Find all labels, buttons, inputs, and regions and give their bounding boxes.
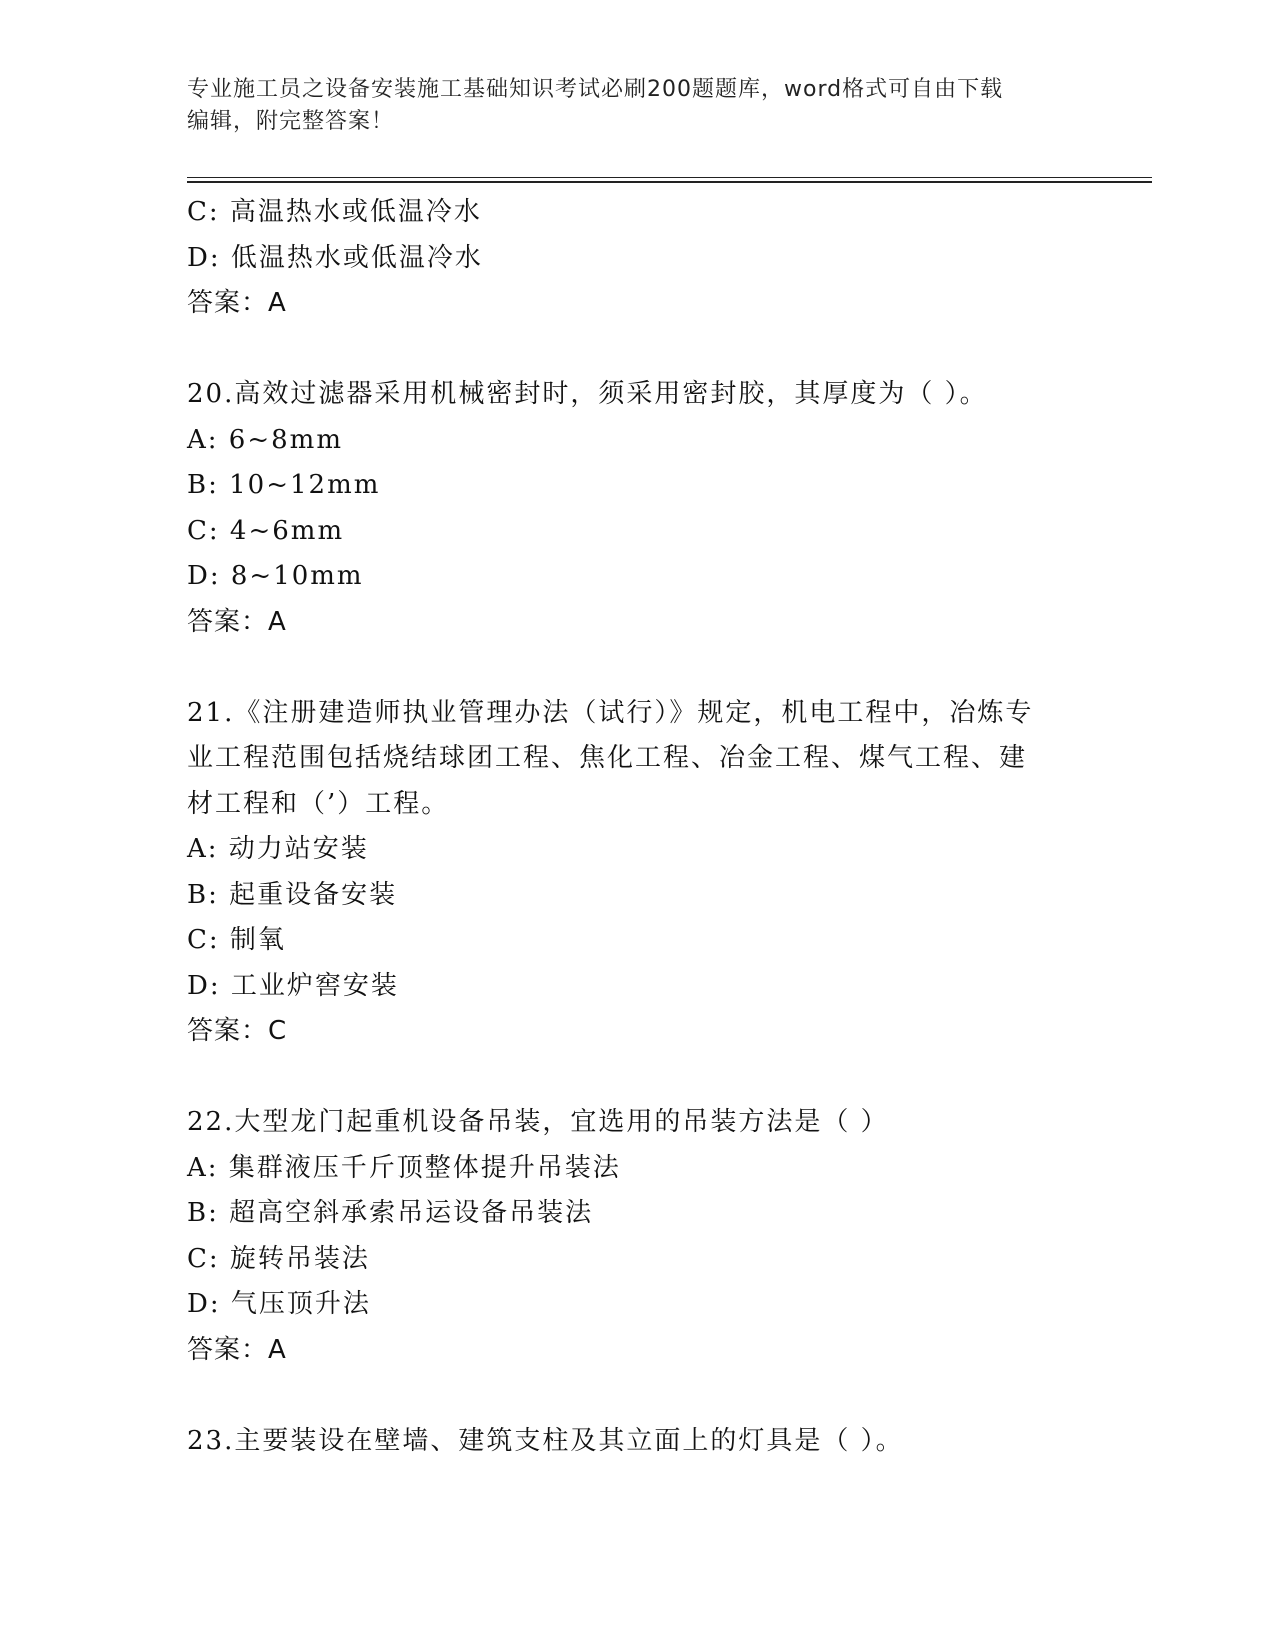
question-stem-line-2: 业工程范围包括烧结球团工程、焦化工程、冶金工程、煤气工程、建 bbox=[187, 743, 1028, 773]
option-a: A: 动力站安装 bbox=[187, 834, 369, 864]
option-c: C: 旋转吊装法 bbox=[187, 1243, 370, 1274]
spacer bbox=[187, 1055, 1087, 1101]
spacer bbox=[187, 327, 1087, 373]
option-d: D: 8~10mm bbox=[187, 561, 364, 591]
question-20 bbox=[187, 372, 1087, 645]
question-22 bbox=[187, 1100, 1087, 1373]
spacer bbox=[187, 1373, 1087, 1419]
document-header bbox=[187, 74, 1067, 138]
option-d: D: 低温热水或低温冷水 bbox=[187, 242, 483, 273]
spacer bbox=[187, 645, 1087, 691]
question-stem: 23.主要装设在壁墙、建筑支柱及其立面上的灯具是（ ）。 bbox=[187, 1425, 904, 1456]
question-stem-line-3: 材工程和（’）工程。 bbox=[187, 788, 450, 819]
header-divider-thin bbox=[187, 177, 1152, 178]
question-list bbox=[187, 190, 1087, 1464]
question-19-tail bbox=[187, 190, 1087, 327]
question-21 bbox=[187, 691, 1087, 1055]
header-line-2: 编辑，附完整答案！ bbox=[187, 109, 395, 134]
option-b: B: 10~12mm bbox=[187, 470, 381, 500]
question-stem: 22.大型龙门起重机设备吊装，宜选用的吊装方法是（ ） bbox=[187, 1107, 889, 1137]
option-b: B: 超高空斜承索吊运设备吊装法 bbox=[187, 1198, 594, 1228]
answer-line: 答案：A bbox=[187, 1334, 287, 1365]
answer-line: 答案：A bbox=[187, 288, 287, 318]
question-stem: 20.高效过滤器采用机械密封时，须采用密封胶，其厚度为（ ）。 bbox=[187, 379, 988, 409]
answer-line: 答案：A bbox=[187, 606, 287, 637]
header-divider-thick bbox=[187, 181, 1152, 183]
question-23 bbox=[187, 1419, 1087, 1465]
answer-line: 答案：C bbox=[187, 1016, 288, 1046]
header-line-1: 专业施工员之设备安装施工基础知识考试必刷200题题库，word格式可自由下载 bbox=[187, 77, 1004, 102]
question-stem-line-1: 21.《注册建造师执业管理办法（试行）》规定，机电工程中，冶炼专 bbox=[187, 697, 1034, 728]
option-a: A: 集群液压千斤顶整体提升吊装法 bbox=[187, 1152, 621, 1183]
option-c: C: 高温热水或低温冷水 bbox=[187, 197, 482, 227]
option-d: D: 工业炉窖安装 bbox=[187, 970, 399, 1001]
option-b: B: 起重设备安装 bbox=[187, 879, 398, 910]
option-a: A: 6~8mm bbox=[187, 424, 343, 455]
option-c: C: 4~6mm bbox=[187, 515, 345, 546]
option-c: C: 制氧 bbox=[187, 925, 286, 955]
option-d: D: 气压顶升法 bbox=[187, 1289, 371, 1319]
